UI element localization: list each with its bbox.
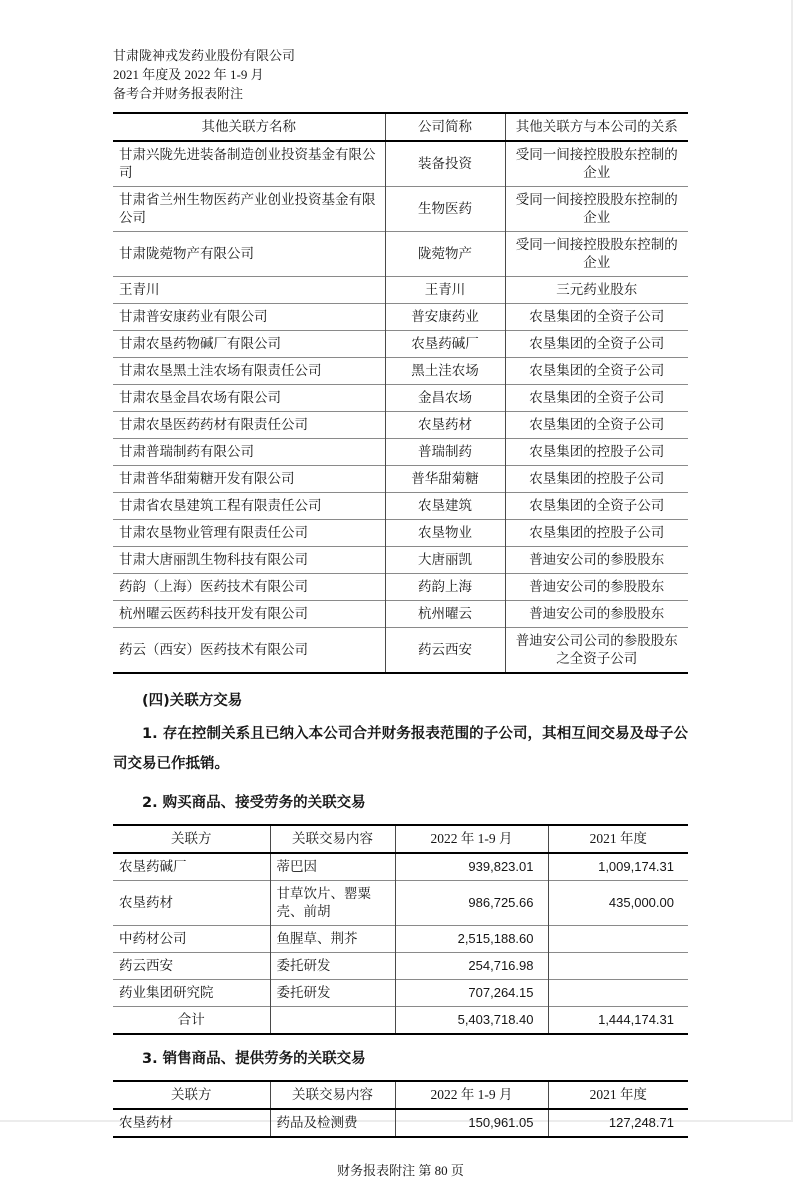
table-cell: 986,725.66 (395, 881, 548, 926)
section-heading-related-transactions: (四)关联方交易 (142, 693, 243, 709)
table-cell: 农垦物业 (385, 520, 505, 547)
column-header: 2021 年度 (548, 825, 688, 853)
sales-table-body (113, 1109, 688, 1137)
table-cell: 甘草饮片、罂粟壳、前胡 (270, 881, 395, 926)
table-row (113, 853, 688, 881)
table-cell: 农垦药碱厂 (119, 859, 187, 874)
page-footer: 财务报表附注 第 80 页 (337, 1163, 464, 1178)
table-row (113, 628, 688, 674)
table-cell: 甘肃农垦医药药材有限责任公司 (119, 417, 308, 432)
column-header: 2022 年 1-9 月 (395, 1081, 548, 1109)
table-cell: 150,961.05 (395, 1109, 548, 1137)
table-cell: 甘肃陇菀物产有限公司 (119, 246, 254, 261)
table-cell: 1,444,174.31 (548, 1007, 688, 1035)
table-cell: 农垦集团的全资子公司 (505, 412, 688, 439)
table-cell: 蒂巴因 (270, 853, 395, 881)
table-cell: 药云（西安）医药技术有限公司 (119, 642, 308, 657)
table-cell: 装备投资 (385, 141, 505, 187)
column-header: 其他关联方与本公司的关系 (505, 113, 688, 141)
column-header: 关联方 (171, 831, 212, 846)
table-cell (270, 1007, 395, 1035)
table-cell: 甘肃农垦黑土洼农场有限责任公司 (119, 363, 322, 378)
table-cell: 农垦集团的全资子公司 (505, 493, 688, 520)
table-cell: 农垦药碱厂 (385, 331, 505, 358)
table-row (113, 493, 688, 520)
table-cell: 254,716.98 (395, 953, 548, 980)
table-cell: 金昌农场 (385, 385, 505, 412)
header-row (113, 825, 688, 853)
table-cell: 药品及检测费 (270, 1109, 395, 1137)
header-row (113, 1081, 688, 1109)
table-cell: 2,515,188.60 (395, 926, 548, 953)
table-cell: 939,823.01 (395, 853, 548, 881)
table-row (113, 358, 688, 385)
table-cell: 普迪安公司的参股股东 (505, 574, 688, 601)
column-header: 关联交易内容 (270, 1081, 395, 1109)
table-cell: 甘肃省兰州生物医药产业创业投资基金有限公司 (119, 192, 376, 225)
table-cell: 药云西安 (119, 958, 173, 973)
table-cell: 生物医药 (385, 187, 505, 232)
section-heading-sales: 3. 销售商品、提供劳务的关联交易 (142, 1051, 366, 1067)
table-cell: 5,403,718.40 (395, 1007, 548, 1035)
purchase-transactions-table (113, 824, 688, 1035)
table-cell: 王青川 (385, 277, 505, 304)
table-row (113, 439, 688, 466)
table-cell: 受同一间接控股股东控制的企业 (505, 187, 688, 232)
table-cell: 甘肃省农垦建筑工程有限责任公司 (119, 498, 322, 513)
table-cell (548, 953, 688, 980)
table-row (113, 331, 688, 358)
column-header: 2021 年度 (548, 1081, 688, 1109)
table-row (113, 547, 688, 574)
table-cell: 农垦集团的控股子公司 (505, 520, 688, 547)
table-cell: 黑土洼农场 (385, 358, 505, 385)
sales-transactions-table (113, 1080, 688, 1138)
table-cell: 普瑞制药 (385, 439, 505, 466)
table-cell: 委托研发 (270, 980, 395, 1007)
related-parties-table (113, 112, 688, 674)
header-row (113, 113, 688, 141)
table-cell: 三元药业股东 (505, 277, 688, 304)
column-header: 公司简称 (385, 113, 505, 141)
table-cell: 甘肃农垦物业管理有限责任公司 (119, 525, 308, 540)
table-cell: 杭州曜云 (385, 601, 505, 628)
table-cell: 王青川 (119, 282, 160, 297)
table-cell: 甘肃普安康药业有限公司 (119, 309, 268, 324)
table-cell: 受同一间接控股股东控制的企业 (505, 141, 688, 187)
table-cell: 鱼腥草、荆芥 (270, 926, 395, 953)
table-cell: 普迪安公司的参股股东 (505, 547, 688, 574)
table-cell: 受同一间接控股股东控制的企业 (505, 232, 688, 277)
table-cell: 农垦集团的全资子公司 (505, 331, 688, 358)
table-cell: 药韵上海 (385, 574, 505, 601)
column-header: 2022 年 1-9 月 (395, 825, 548, 853)
table-cell: 农垦集团的全资子公司 (505, 304, 688, 331)
table-row (113, 980, 688, 1007)
table-cell: 普安康药业 (385, 304, 505, 331)
table-cell: 合计 (177, 1012, 205, 1027)
table-row (113, 574, 688, 601)
paragraph-consolidation-note: 1. 存在控制关系且已纳入本公司合并财务报表范围的子公司，其相互间交易及母子公司交易已作抵销。 (113, 726, 688, 772)
report-title: 备考合并财务报表附注 (113, 86, 244, 101)
table-cell: 1,009,174.31 (548, 853, 688, 881)
table-cell: 435,000.00 (548, 881, 688, 926)
table-cell: 农垦集团的全资子公司 (505, 385, 688, 412)
table-cell: 甘肃农垦金昌农场有限公司 (119, 390, 281, 405)
table-cell: 甘肃普华甜菊糖开发有限公司 (119, 471, 295, 486)
table-cell: 农垦集团的控股子公司 (505, 466, 688, 493)
table-row (113, 926, 688, 953)
table-cell: 药云西安 (385, 628, 505, 674)
table-cell: 委托研发 (270, 953, 395, 980)
related-parties-table-body (113, 141, 688, 673)
table-cell: 药业集团研究院 (119, 985, 214, 1000)
table-cell: 甘肃大唐丽凯生物科技有限公司 (119, 552, 308, 567)
table-cell: 甘肃农垦药物碱厂有限公司 (119, 336, 281, 351)
table-cell: 农垦集团的全资子公司 (505, 358, 688, 385)
table-cell: 农垦药材 (119, 1115, 173, 1130)
table-cell: 普华甜菊糖 (385, 466, 505, 493)
table-row (113, 232, 688, 277)
table-row (113, 601, 688, 628)
table-cell: 杭州曜云医药科技开发有限公司 (119, 606, 308, 621)
table-row (113, 277, 688, 304)
section-heading-purchase: 2. 购买商品、接受劳务的关联交易 (142, 795, 366, 811)
table-row (113, 141, 688, 187)
table-row (113, 1007, 688, 1035)
table-cell: 甘肃兴陇先进装备制造创业投资基金有限公司 (119, 147, 376, 180)
column-header: 关联方 (171, 1087, 212, 1102)
purchase-table-head (113, 825, 688, 853)
table-cell: 中药材公司 (119, 931, 187, 946)
related-parties-table-head (113, 113, 688, 141)
table-row (113, 304, 688, 331)
table-cell: 药韵（上海）医药技术有限公司 (119, 579, 308, 594)
table-row (113, 1109, 688, 1137)
sales-table-head (113, 1081, 688, 1109)
company-name: 甘肃陇神戎发药业股份有限公司 (113, 48, 296, 63)
table-row (113, 520, 688, 547)
column-header: 关联交易内容 (270, 825, 395, 853)
table-cell: 707,264.15 (395, 980, 548, 1007)
report-period: 2021 年度及 2022 年 1-9 月 (113, 67, 264, 82)
table-row (113, 385, 688, 412)
document-header (113, 46, 688, 103)
table-row (113, 412, 688, 439)
table-cell: 普迪安公司公司的参股股东之全资子公司 (505, 628, 688, 674)
table-row (113, 466, 688, 493)
table-cell: 农垦集团的控股子公司 (505, 439, 688, 466)
table-cell (548, 980, 688, 1007)
table-cell: 陇菀物产 (385, 232, 505, 277)
table-cell: 农垦建筑 (385, 493, 505, 520)
table-row (113, 187, 688, 232)
table-row (113, 881, 688, 926)
purchase-table-body (113, 853, 688, 1034)
column-header: 其他关联方名称 (201, 119, 296, 134)
table-cell (548, 926, 688, 953)
table-cell: 农垦药材 (119, 895, 173, 910)
table-cell: 农垦药材 (385, 412, 505, 439)
table-cell: 127,248.71 (548, 1109, 688, 1137)
table-cell: 甘肃普瑞制药有限公司 (119, 444, 254, 459)
table-cell: 大唐丽凯 (385, 547, 505, 574)
table-cell: 普迪安公司的参股股东 (505, 601, 688, 628)
table-row (113, 953, 688, 980)
